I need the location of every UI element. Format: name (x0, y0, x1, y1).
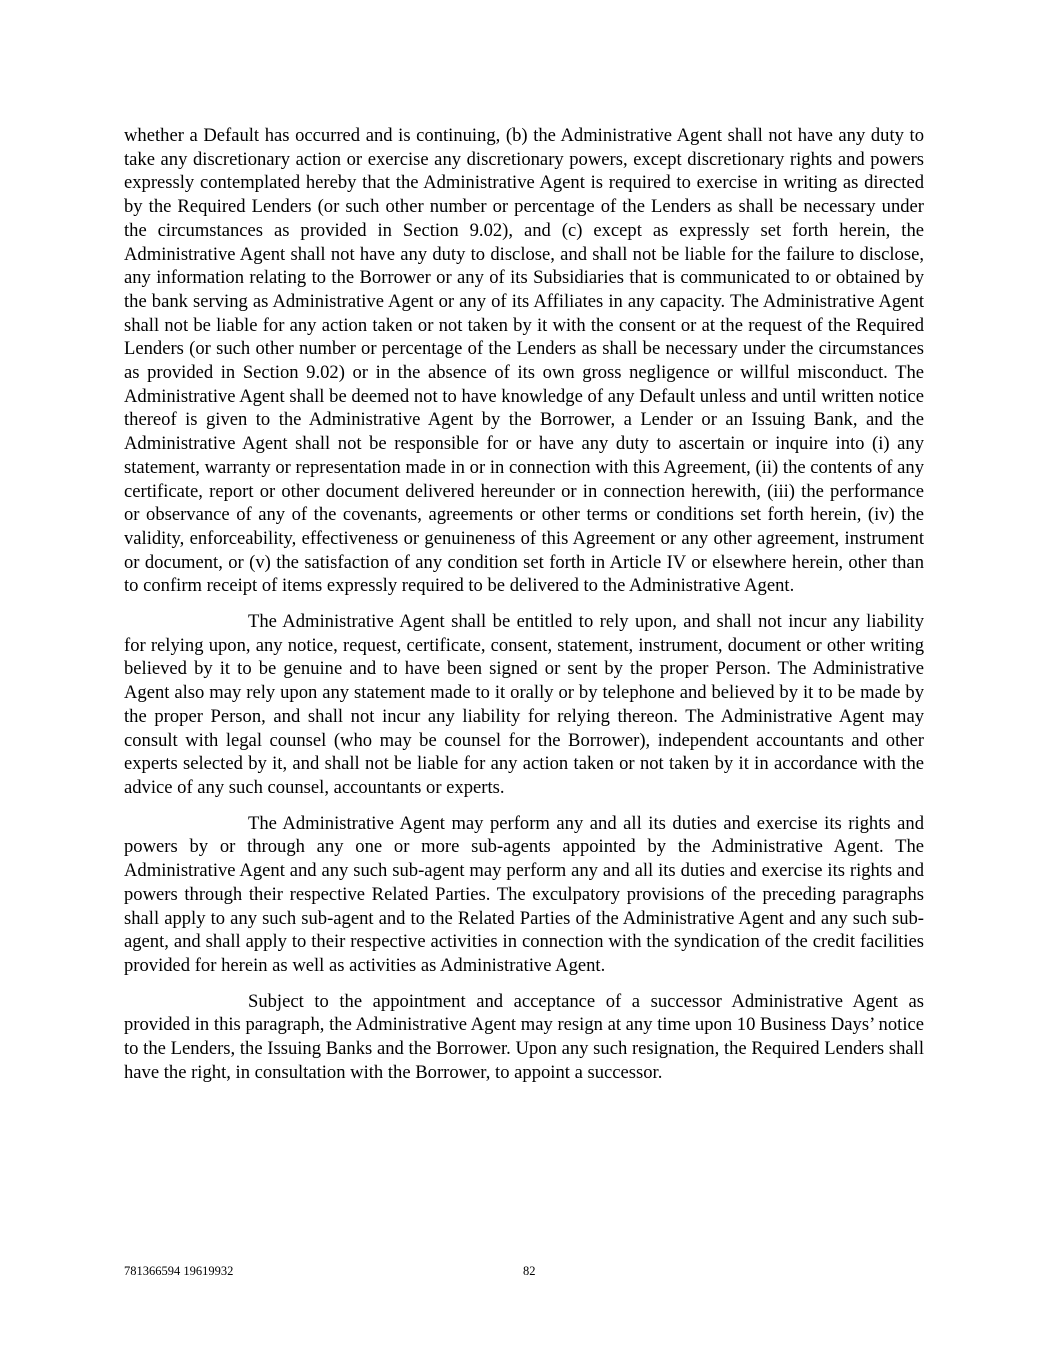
body-text (124, 124, 924, 1096)
footer-page-number: 82 (523, 1264, 536, 1278)
paragraph-sub-agents: The Administrative Agent may perform any and all its duties and exercise its rights and powers by or through any one or more sub-agents appointed by the Administrative Agent. The Administrative Agent and any such sub-agent may perform any and all its duties and exercise its rights and powers through their respective Related Parties. The exculpatory provisions of the preceding paragraphs shall apply to any such sub-agent and to the Related Parties of the Administrative Agent and any such sub-agent, and shall apply to their respective activities in connection with the syndication of the credit facilities provided for herein as well as activities as Administrative Agent. (124, 812, 924, 976)
paragraph-reliance: The Administrative Agent shall be entitled to rely upon, and shall not incur any liability for relying upon, any notice, request, certificate, consent, statement, instrument, document or other writing believed by it to be genuine and to have been signed or sent by the proper Person. The Administrative Agent also may rely upon any statement made to it orally or by telephone and believed by it to be made by the proper Person, and shall not incur any liability for relying thereon. The Administrative Agent may consult with legal counsel (who may be counsel for the Borrower), independent accountants and other experts selected by it, and shall not be liable for any action taken or not taken by it in accordance with the advice of any such counsel, accountants or experts. (124, 611, 924, 798)
footer-doc-id: 781366594 19619932 (124, 1264, 234, 1278)
paragraph-resignation: Subject to the appointment and acceptance of a successor Administrative Agent as provided in this paragraph, the Administrative Agent may resign at any time upon 10 Business Days’ notice to the Lenders, the Issuing Banks and the Borrower. Upon any such resignation, the Required Lenders shall have the right, in consultation with the Borrower, to appoint a successor. (124, 990, 924, 1083)
paragraph-continuation: whether a Default has occurred and is continuing, (b) the Administrative Agent shall not have any duty to take any discretionary action or exercise any discretionary powers, except discretionary rights and powers expressly contemplated hereby that the Administrative Agent is required to exercise in writing as directed by the Required Lenders (or such other number or percentage of the Lenders as shall be necessary under the circumstances as provided in Section 9.02), and (c) except as expressly set forth herein, the Administrative Agent shall not have any duty to disclose, and shall not be liable for the failure to disclose, any information relating to the Borrower or any of its Subsidiaries that is communicated to or obtained by the bank serving as Administrative Agent or any of its Affiliates in any capacity. The Administrative Agent shall not be liable for any action taken or not taken by it with the consent or at the request of the Required Lenders (or such other number or percentage of the Lenders as shall be necessary under the circumstances as provided in Section 9.02) or in the absence of its own gross negligence or willful misconduct. The Administrative Agent shall be deemed not to have knowledge of any Default unless and until written notice thereof is given to the Administrative Agent by the Borrower, a Lender or an Issuing Bank, and the Administrative Agent shall not be responsible for or have any duty to ascertain or inquire into (i) any statement, warranty or representation made in or in connection with this Agreement, (ii) the contents of any certificate, report or other document delivered hereunder or in connection herewith, (iii) the performance or observance of any of the covenants, agreements or other terms or conditions set forth herein, (iv) the validity, enforceability, effectiveness or genuineness of this Agreement or any other agreement, instrument or document, or (v) the satisfaction of any condition set forth in Article IV or elsewhere herein, other than to confirm receipt of items expressly required to be delivered to the Administrative Agent. (124, 125, 924, 597)
